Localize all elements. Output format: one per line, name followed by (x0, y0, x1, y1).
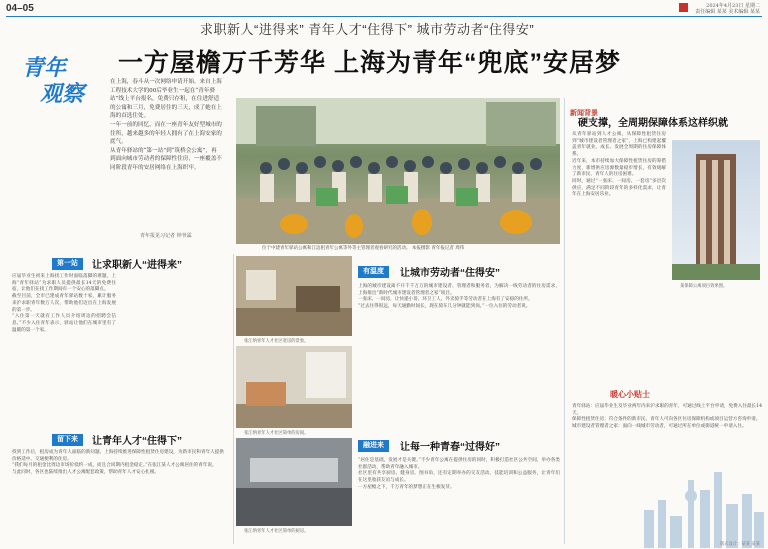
top-rule (6, 16, 762, 17)
column-stamp (10, 25, 110, 105)
main-photo-caption: 位于中建青年驿站公寓和江边租青年公寓等外等主管理者观看研究的活动。 本报摄影 青年报记者 周伟 (262, 246, 465, 251)
page-footer: 版式设计：某某 某某 (719, 542, 760, 547)
masthead-info: 2024年4月23日 星期二 责任编辑 某某 美术编辑 某某 (695, 3, 760, 15)
section-body-1: 应届毕业生初来上海找工作时面临落脚的难题。上海“青年驿站”为求职人员提供最长14天的免费住宿，让他们在找工作期间有一个安心的落脚点。 截至目前，全市已建成青年驿站数十家，累计服务来沪求职青年数万人次，帮助他们迈出在上海发展的第一步。 “入住第一天就有工作人员介绍周边的招聘会信息。”不少入住青年表示，驿站让他们在城市里有了温暖的第一个家。 (12, 274, 116, 333)
building-photo (672, 140, 760, 280)
room-photo-2 (236, 346, 352, 428)
skyline-illustration (640, 460, 766, 548)
room-photo-3-caption: 张江纳青年人才社区简单的厨房。 (244, 529, 309, 534)
section-body-3: 上海的城市建设离不开千千万万的城市建设者、管理者和服务者。为解决一线劳动者的住房需求，上海推出“新时代城市建设者管理者之家”项目。 一张床、一间房，让快递小哥、环卫工人、外卖骑手等劳动者在上海有了安稳的住所。 “过去住得很远，每天通勤时间长，现在骑车几分钟就能到岗。”一位入住的劳动者说。 (358, 284, 560, 310)
tip-title: 暖心小贴士 (610, 390, 650, 399)
section-tag-4: 融进来 (358, 440, 389, 452)
tip-body: 青年驿站：应届毕业生及毕业两年内来沪求职的青年，可通过线上平台申请，免费入住最长14天。 保障性租赁住房：符合条件的新市民、青年人可向各区住房保障机构或项目运营方咨询申请。 城市建设者管理者之家：面向一线城市劳动者，可通过所在单位或街道统一申请入住。 (572, 404, 762, 430)
section-title-4: 让每一种青春“过得好” (400, 442, 500, 453)
section-body-4: “居住是基础，发展才是关键。”不少青年公寓在提供住房的同时，积极打造社区公共空间，举办各类社群活动，帮助青年融入城市。 社区里有共享厨房、健身房、图书角，还有定期举办的交友活动、技能培训和公益服务，让青年们在这里收获友谊与成长。 一方屋檐之下，千万青年的梦想正在生根发芽。 (358, 458, 560, 490)
section-title-2: 让青年人才“住得下” (92, 436, 182, 447)
room-photo-1 (236, 256, 352, 336)
kicker: 求职新人“进得来” 青年人才“住得下” 城市劳动者“住得安” (200, 22, 535, 37)
headline: 一方屋檐万千芳华 上海为青年“兜底”安居梦 (118, 49, 621, 77)
background-tag-label: 新闻背景 (570, 110, 598, 117)
group-photo-illustration (236, 98, 560, 244)
stamp-word-1: 青年 (22, 55, 67, 80)
section-body-1b (120, 274, 224, 275)
room-photo-2-caption: 张江纳青年人才社区简单的房间。 (244, 431, 309, 436)
newspaper-logo (679, 3, 688, 12)
section-body-2: 找到工作后，租房成为青年人面临的新问题。上海持续推进保障性租赁住房建设，为新市民和青年人提供价格适中、交通便利的住房。 “我们每月的租金比周边市场价低约一成，而且合同期内租金稳定。”在张江某人才公寓居住的青年说。 与此同时，各区也陆续推出人才公寓配套政策，帮助青年人才安心扎根。 (12, 450, 224, 476)
section-tag-2: 留下来 (52, 434, 83, 446)
tower-illustration (672, 140, 760, 280)
section-title-1: 让求职新人“进得来” (92, 260, 182, 271)
lead-paragraph: 在上海，春斗从一次网络申请开始。来自上海工程技术大学的00后毕业生一起在“青年驿站”线上平台报名，免费只存租，在住进舒适的公寓和三月，免费居住的三天，成了她在上海的首选住处。 一年一前的回忆，而在一座青年友好型城市的住所，越来越多的年轻人拥有了在上海安家的底气。 从青年驿站的“第一站”到“筑桥会公寓”，再到面向城市劳动者的保障性住房，一座覆盖不同阶段青年的安居网络在上海织牢。 (110, 79, 222, 171)
section-tag-3: 有温度 (358, 266, 389, 278)
section-title-3: 让城市劳动者“住得安” (400, 268, 500, 279)
kitchen-illustration (236, 438, 352, 526)
background-title: 硬支撑，全周期保障体系这样织就 (578, 118, 728, 129)
column-divider (233, 254, 234, 544)
room-photo-1-caption: 张江纳青年人才社区宽房的景象。 (244, 339, 309, 344)
page-number: 04–05 (6, 3, 34, 14)
stamp-word-2: 观察 (40, 81, 85, 106)
building-photo-caption: 某保障公寓项目效果图。 (680, 284, 728, 289)
main-photo (236, 98, 560, 244)
byline: 青年报见习记者 钟爷霖 (140, 233, 192, 239)
room-illustration (236, 346, 352, 428)
column-divider (564, 98, 565, 544)
section-tag-1: 第一站 (52, 258, 83, 270)
room-illustration (236, 256, 352, 336)
background-body: 从青年驿站到人才公寓，从保障性租赁住房到“城市建设者管理者之家”，上海已构建起覆盖青年就业、成长、发展全周期的住房保障体系。 近年来，本市持续加大保障性租赁住房的筹措力度，新增供应房源数量稳步增长，有效缓解了新市民、青年人的住房困难。 同时，通过“一张床、一间房、一套房”多层次供应，满足不同阶段青年的多样化需求，让青年在上海安居乐业。 (572, 132, 666, 198)
room-photo-3 (236, 438, 352, 526)
